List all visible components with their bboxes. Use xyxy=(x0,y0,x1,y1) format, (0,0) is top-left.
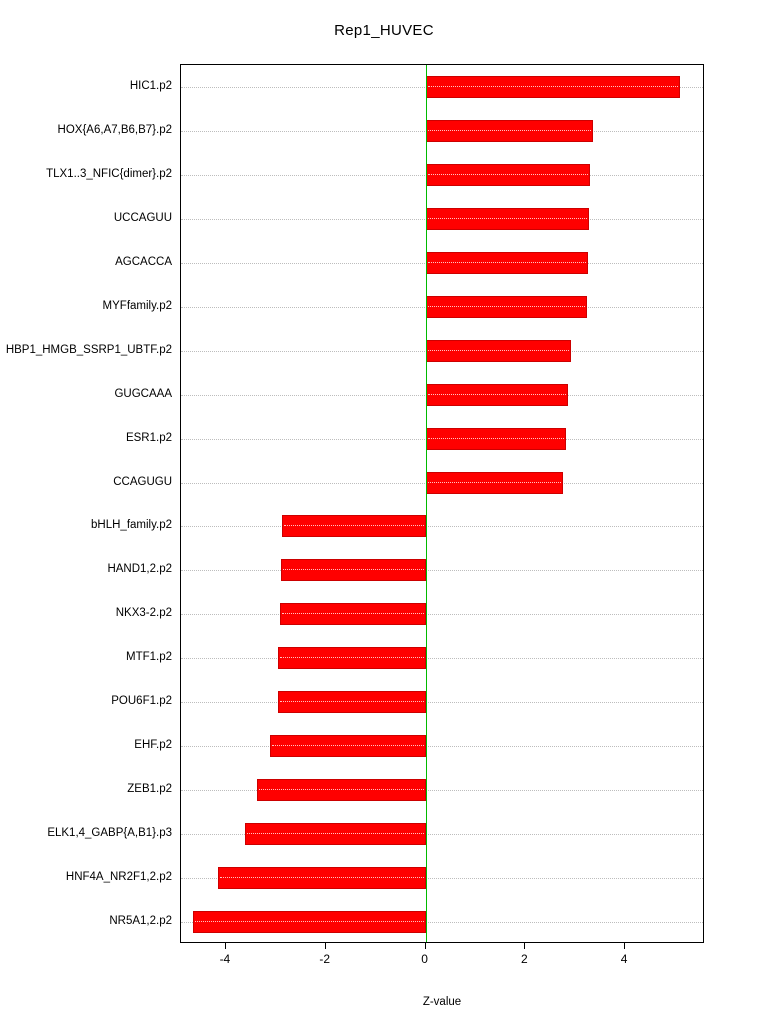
bar xyxy=(426,384,568,406)
bar xyxy=(245,823,426,845)
bar xyxy=(426,164,591,186)
bar xyxy=(426,76,681,98)
x-axis-tick xyxy=(325,943,326,949)
bar xyxy=(280,603,426,625)
x-axis-title: Z-value xyxy=(422,996,462,1008)
x-axis-tick-label: 4 xyxy=(620,952,628,966)
bar xyxy=(270,735,426,757)
chart-title: Rep1_HUVEC xyxy=(334,22,434,39)
y-axis-labels xyxy=(0,64,172,943)
x-axis-tick xyxy=(225,943,226,949)
plot-area xyxy=(180,64,704,943)
y-axis-tick-label: TLX1..3_NFIC{dimer}.p2 xyxy=(46,167,172,180)
bar xyxy=(426,340,572,362)
bar xyxy=(278,691,426,713)
bar xyxy=(278,647,425,669)
y-axis-tick-label: MTF1.p2 xyxy=(125,651,172,664)
bars-layer xyxy=(181,65,703,942)
y-axis-tick-label: HBP1_HMGB_SSRP1_UBTF.p2 xyxy=(5,343,172,356)
y-axis-tick-label: NKX3-2.p2 xyxy=(115,607,172,620)
bar xyxy=(426,120,593,142)
x-axis-tick xyxy=(425,943,426,949)
bar xyxy=(426,472,563,494)
y-axis-tick-label: NR5A1,2.p2 xyxy=(109,915,172,928)
x-axis-tick xyxy=(624,943,625,949)
x-axis-tick-label: -4 xyxy=(219,952,231,966)
y-axis-tick-label: MYFfamily.p2 xyxy=(102,299,172,312)
x-axis-tick xyxy=(524,943,525,949)
y-axis-tick-label: ELK1,4_GABP{A,B1}.p3 xyxy=(47,827,172,840)
bar xyxy=(426,428,567,450)
x-axis-tick-label: -2 xyxy=(319,952,331,966)
bar xyxy=(193,911,425,933)
y-axis-tick-label: GUGCAAA xyxy=(114,387,172,400)
y-axis-tick-label: HIC1.p2 xyxy=(129,79,172,92)
x-axis-tick-label: 2 xyxy=(520,952,528,966)
y-axis-tick-label: HNF4A_NR2F1,2.p2 xyxy=(65,871,172,884)
bar xyxy=(426,208,589,230)
bar xyxy=(282,515,425,537)
y-axis-tick-label: CCAGUGU xyxy=(113,475,172,488)
y-axis-tick-label: HOX{A6,A7,B6,B7}.p2 xyxy=(57,123,172,136)
y-axis-tick-label: ESR1.p2 xyxy=(125,431,172,444)
x-axis xyxy=(180,943,704,983)
bar xyxy=(426,252,588,274)
bar xyxy=(426,296,588,318)
y-axis-tick-label: AGCACCA xyxy=(115,255,172,268)
y-axis-tick-label: EHF.p2 xyxy=(134,739,172,752)
y-axis-tick-label: POU6F1.p2 xyxy=(111,695,172,708)
bar xyxy=(257,779,426,801)
y-axis-tick-label: UCCAGUU xyxy=(113,211,172,224)
y-axis-tick-label: HAND1,2.p2 xyxy=(107,563,172,576)
bar xyxy=(218,867,425,889)
bar xyxy=(281,559,426,581)
y-axis-tick-label: ZEB1.p2 xyxy=(127,783,172,796)
y-axis-tick-label: bHLH_family.p2 xyxy=(91,519,172,532)
x-axis-tick-label: 0 xyxy=(421,952,428,966)
